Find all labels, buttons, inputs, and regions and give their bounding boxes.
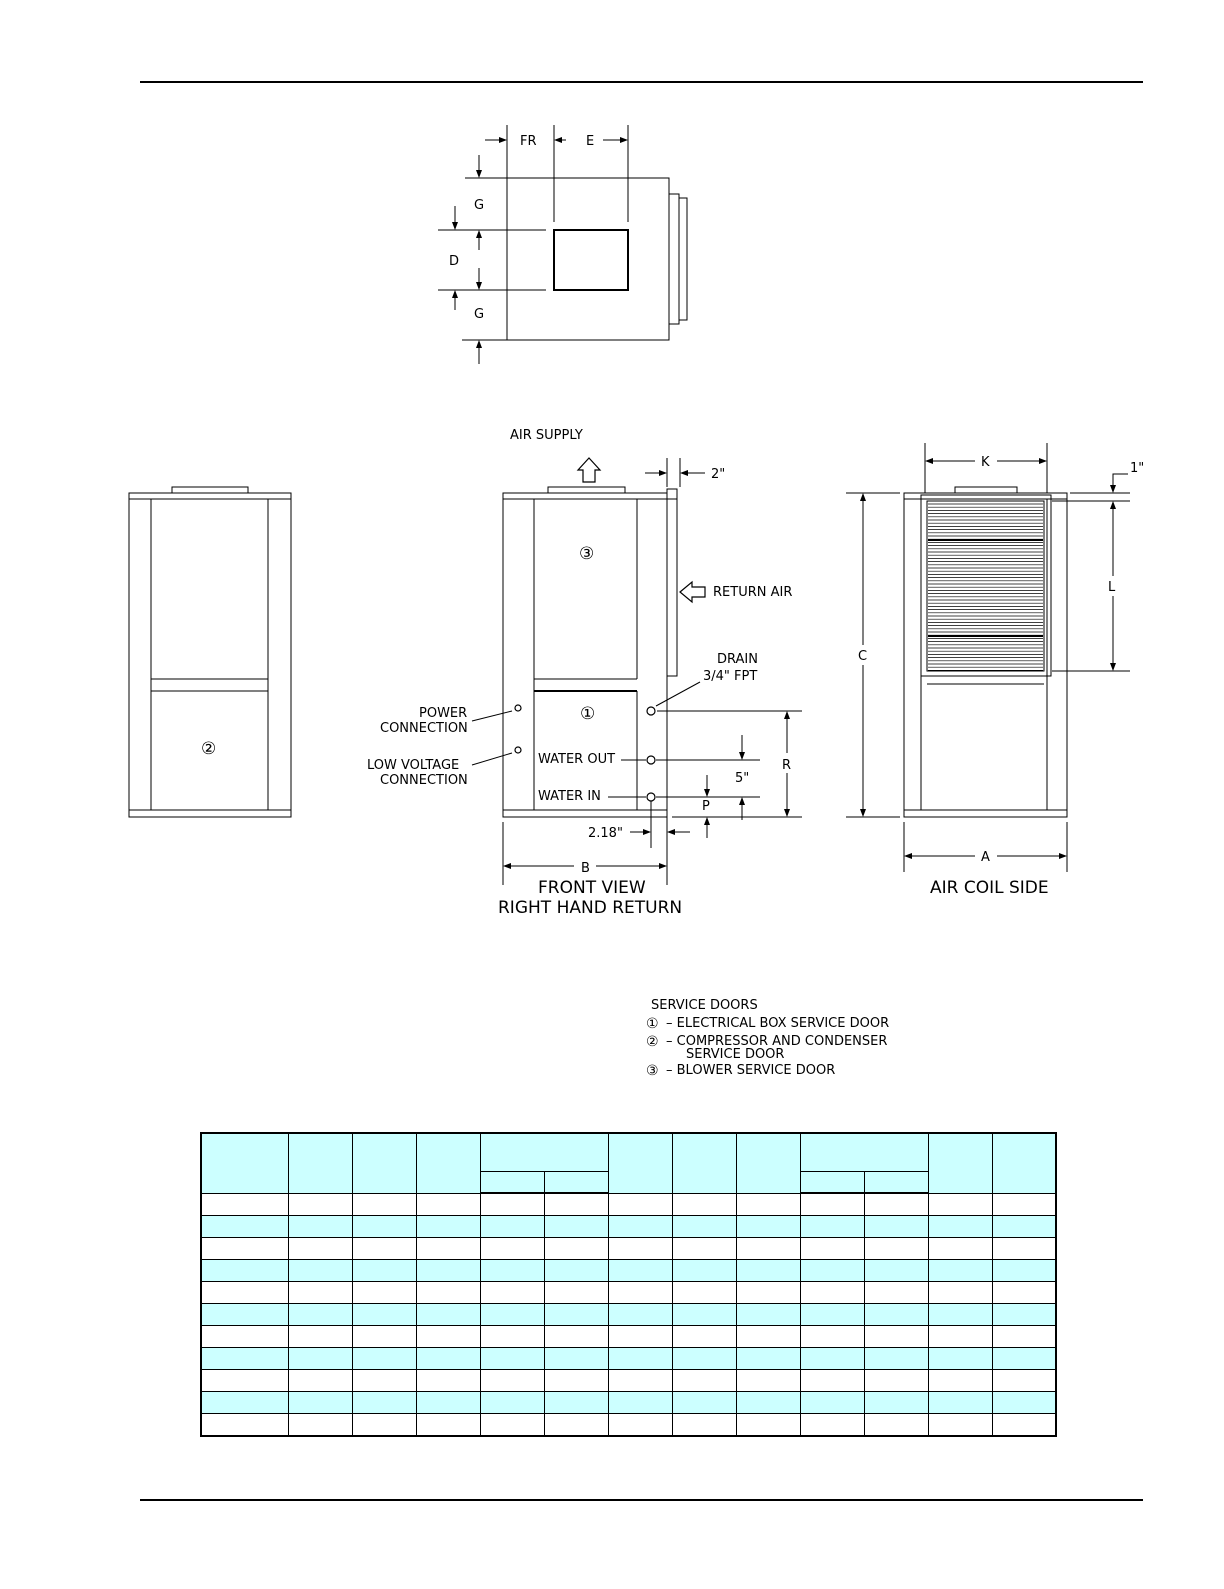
table-header-cell bbox=[201, 1133, 288, 1193]
table-row bbox=[201, 1414, 1056, 1437]
table-cell bbox=[352, 1260, 416, 1282]
table-cell bbox=[672, 1193, 736, 1216]
table-cell bbox=[608, 1260, 672, 1282]
door-1-marker: ① bbox=[580, 704, 596, 724]
table-header-cell bbox=[288, 1133, 352, 1193]
table-cell bbox=[480, 1282, 544, 1304]
table-cell bbox=[800, 1392, 864, 1414]
air-coil-title: AIR COIL SIDE bbox=[930, 878, 1049, 898]
table-cell bbox=[480, 1304, 544, 1326]
table-header-cell bbox=[608, 1133, 672, 1193]
table-cell bbox=[416, 1414, 480, 1437]
power-label-line1: POWER bbox=[419, 706, 468, 721]
table-cell bbox=[928, 1326, 992, 1348]
table-cell bbox=[864, 1304, 928, 1326]
dim-label-d: D bbox=[449, 254, 460, 269]
table-cell bbox=[480, 1238, 544, 1260]
table-cell bbox=[544, 1304, 608, 1326]
table-cell bbox=[201, 1392, 288, 1414]
table-cell bbox=[672, 1260, 736, 1282]
table-cell bbox=[800, 1238, 864, 1260]
table-cell bbox=[352, 1326, 416, 1348]
dim-label-5in: 5" bbox=[735, 771, 750, 786]
table-row bbox=[201, 1282, 1056, 1304]
legend-door-2-marker: ② bbox=[646, 1034, 659, 1050]
dim-label-1in: 1" bbox=[1130, 461, 1145, 476]
table-cell bbox=[288, 1326, 352, 1348]
water-out-label: WATER OUT bbox=[538, 752, 616, 767]
table-cell bbox=[352, 1193, 416, 1216]
table-cell bbox=[288, 1348, 352, 1370]
legend-door-1-marker: ① bbox=[646, 1016, 659, 1032]
table-cell bbox=[352, 1414, 416, 1437]
table-cell bbox=[480, 1348, 544, 1370]
water-out-connection bbox=[647, 756, 655, 764]
dim-label-g-bottom: G bbox=[474, 307, 485, 322]
table-row bbox=[201, 1238, 1056, 1260]
dim-label-2-18in: 2.18" bbox=[588, 826, 623, 841]
table-cell bbox=[544, 1414, 608, 1437]
dim-label-k: K bbox=[981, 455, 990, 470]
table-cell bbox=[544, 1260, 608, 1282]
table-cell bbox=[416, 1370, 480, 1392]
table-cell bbox=[544, 1348, 608, 1370]
table-cell bbox=[736, 1193, 800, 1216]
table-cell bbox=[736, 1370, 800, 1392]
legend-door-2-text-line1: – COMPRESSOR AND CONDENSER bbox=[666, 1034, 888, 1049]
table-cell bbox=[352, 1304, 416, 1326]
table-header-cell bbox=[736, 1133, 800, 1193]
table-row bbox=[201, 1370, 1056, 1392]
low-voltage-connection bbox=[515, 747, 521, 753]
side-view bbox=[129, 487, 291, 817]
table-cell bbox=[800, 1348, 864, 1370]
table-cell bbox=[672, 1282, 736, 1304]
table-cell bbox=[992, 1304, 1056, 1326]
front-view-title-line2: RIGHT HAND RETURN bbox=[498, 898, 683, 918]
table-header-row bbox=[201, 1133, 1056, 1172]
table-cell bbox=[288, 1370, 352, 1392]
table-cell bbox=[416, 1348, 480, 1370]
table-header-cell bbox=[416, 1133, 480, 1193]
table-cell bbox=[992, 1348, 1056, 1370]
table-subheader-cell bbox=[800, 1172, 864, 1194]
table-cell bbox=[672, 1238, 736, 1260]
table-cell bbox=[736, 1392, 800, 1414]
table-cell bbox=[288, 1216, 352, 1238]
table-cell bbox=[416, 1304, 480, 1326]
table-cell bbox=[480, 1216, 544, 1238]
air-supply-label: AIR SUPPLY bbox=[510, 428, 583, 443]
air-coil-fins bbox=[928, 504, 1043, 670]
table-cell bbox=[736, 1260, 800, 1282]
service-doors-heading: SERVICE DOORS bbox=[651, 998, 758, 1013]
table-row bbox=[201, 1260, 1056, 1282]
table-cell bbox=[416, 1260, 480, 1282]
front-view-title-line1: FRONT VIEW bbox=[538, 878, 646, 898]
front-view bbox=[367, 428, 802, 918]
table-cell bbox=[928, 1238, 992, 1260]
dimension-table bbox=[200, 1132, 1057, 1437]
table-cell bbox=[608, 1414, 672, 1437]
dim-label-b: B bbox=[581, 861, 590, 876]
table-cell bbox=[672, 1216, 736, 1238]
drain-label-line1: DRAIN bbox=[717, 652, 758, 667]
table-header-cell bbox=[672, 1133, 736, 1193]
table-cell bbox=[864, 1260, 928, 1282]
table-cell bbox=[800, 1193, 864, 1216]
air-supply-arrow-icon bbox=[578, 458, 600, 482]
table-header-cell bbox=[352, 1133, 416, 1193]
table-cell bbox=[736, 1326, 800, 1348]
table-cell bbox=[352, 1282, 416, 1304]
table-row bbox=[201, 1326, 1056, 1348]
low-voltage-label-line2: CONNECTION bbox=[380, 773, 468, 788]
table-cell bbox=[416, 1282, 480, 1304]
table-cell bbox=[480, 1370, 544, 1392]
table-row bbox=[201, 1392, 1056, 1414]
table-cell bbox=[864, 1282, 928, 1304]
table-cell bbox=[992, 1238, 1056, 1260]
table-cell bbox=[992, 1216, 1056, 1238]
return-air-label: RETURN AIR bbox=[713, 585, 793, 600]
table-cell bbox=[480, 1414, 544, 1437]
table-cell bbox=[352, 1392, 416, 1414]
dim-label-r: R bbox=[782, 758, 792, 773]
dim-label-e: E bbox=[586, 134, 595, 149]
table-cell bbox=[201, 1348, 288, 1370]
table-cell bbox=[544, 1216, 608, 1238]
table-cell bbox=[800, 1326, 864, 1348]
top-view bbox=[438, 125, 687, 364]
table-cell bbox=[608, 1216, 672, 1238]
table-cell bbox=[672, 1392, 736, 1414]
table-cell bbox=[416, 1216, 480, 1238]
table-cell bbox=[352, 1348, 416, 1370]
table-subheader-cell bbox=[480, 1172, 544, 1194]
table-cell bbox=[608, 1282, 672, 1304]
table-cell bbox=[201, 1260, 288, 1282]
table-cell bbox=[928, 1392, 992, 1414]
legend-door-1-text: – ELECTRICAL BOX SERVICE DOOR bbox=[666, 1016, 890, 1031]
table-cell bbox=[201, 1370, 288, 1392]
table-cell bbox=[928, 1370, 992, 1392]
table-cell bbox=[288, 1282, 352, 1304]
table-cell bbox=[864, 1348, 928, 1370]
table-cell bbox=[480, 1326, 544, 1348]
table-cell bbox=[736, 1414, 800, 1437]
table-cell bbox=[800, 1260, 864, 1282]
table-subheader-cell bbox=[864, 1172, 928, 1194]
table-cell bbox=[736, 1348, 800, 1370]
table-cell bbox=[544, 1193, 608, 1216]
table-cell bbox=[992, 1370, 1056, 1392]
table-cell bbox=[864, 1238, 928, 1260]
table-cell bbox=[201, 1414, 288, 1437]
table-cell bbox=[416, 1392, 480, 1414]
water-in-label: WATER IN bbox=[538, 789, 601, 804]
table-cell bbox=[928, 1282, 992, 1304]
power-label-line2: CONNECTION bbox=[380, 721, 468, 736]
service-doors-legend bbox=[646, 998, 889, 1079]
dim-label-2in: 2" bbox=[711, 467, 726, 482]
dim-label-l: L bbox=[1108, 580, 1116, 595]
table-cell bbox=[672, 1304, 736, 1326]
dim-label-p: P bbox=[702, 799, 710, 814]
table-cell bbox=[992, 1193, 1056, 1216]
table-cell bbox=[608, 1348, 672, 1370]
table-header-cell bbox=[928, 1133, 992, 1193]
table-cell bbox=[992, 1260, 1056, 1282]
table-cell bbox=[864, 1193, 928, 1216]
table-row bbox=[201, 1348, 1056, 1370]
table-cell bbox=[672, 1370, 736, 1392]
table-cell bbox=[928, 1348, 992, 1370]
table-cell bbox=[288, 1392, 352, 1414]
table-cell bbox=[544, 1326, 608, 1348]
table-cell bbox=[800, 1216, 864, 1238]
door-3-marker: ③ bbox=[579, 544, 595, 564]
table-cell bbox=[201, 1216, 288, 1238]
table-cell bbox=[544, 1392, 608, 1414]
table-cell bbox=[800, 1282, 864, 1304]
table-cell bbox=[992, 1326, 1056, 1348]
table-cell bbox=[672, 1326, 736, 1348]
table-cell bbox=[928, 1260, 992, 1282]
dim-label-a: A bbox=[981, 850, 990, 865]
table-cell bbox=[864, 1216, 928, 1238]
table-cell bbox=[608, 1370, 672, 1392]
table-cell bbox=[928, 1193, 992, 1216]
dim-label-fr: FR bbox=[520, 134, 537, 149]
table-cell bbox=[201, 1238, 288, 1260]
table-cell bbox=[608, 1304, 672, 1326]
table-cell bbox=[288, 1238, 352, 1260]
table-cell bbox=[288, 1193, 352, 1216]
power-connection bbox=[515, 705, 521, 711]
table-row bbox=[201, 1193, 1056, 1216]
table-cell bbox=[928, 1414, 992, 1437]
table-cell bbox=[864, 1414, 928, 1437]
table-row bbox=[201, 1304, 1056, 1326]
air-coil-frame bbox=[921, 495, 1051, 676]
table-cell bbox=[201, 1282, 288, 1304]
table-cell bbox=[288, 1304, 352, 1326]
table-cell bbox=[992, 1282, 1056, 1304]
legend-door-3-marker: ③ bbox=[646, 1063, 659, 1079]
return-air-arrow-icon bbox=[680, 582, 705, 602]
dim-label-c: C bbox=[858, 649, 868, 664]
table-cell bbox=[544, 1238, 608, 1260]
dim-label-g-top: G bbox=[474, 198, 485, 213]
table-cell bbox=[480, 1260, 544, 1282]
table-header-cell bbox=[992, 1133, 1056, 1193]
table-cell bbox=[928, 1304, 992, 1326]
table-cell bbox=[608, 1326, 672, 1348]
table-cell bbox=[416, 1326, 480, 1348]
table-cell bbox=[928, 1216, 992, 1238]
table-cell bbox=[800, 1304, 864, 1326]
table-cell bbox=[288, 1414, 352, 1437]
air-coil-view bbox=[846, 443, 1144, 898]
table-cell bbox=[352, 1216, 416, 1238]
low-voltage-label-line1: LOW VOLTAGE bbox=[367, 758, 460, 773]
legend-door-3-text: – BLOWER SERVICE DOOR bbox=[666, 1063, 836, 1078]
table-cell bbox=[672, 1348, 736, 1370]
table-cell bbox=[416, 1193, 480, 1216]
table-cell bbox=[608, 1193, 672, 1216]
table-cell bbox=[544, 1370, 608, 1392]
table-cell bbox=[864, 1326, 928, 1348]
table-cell bbox=[608, 1238, 672, 1260]
water-in-connection bbox=[647, 793, 655, 801]
table-cell bbox=[352, 1238, 416, 1260]
table-header-group-cell bbox=[800, 1133, 928, 1172]
table-cell bbox=[352, 1370, 416, 1392]
table-cell bbox=[201, 1193, 288, 1216]
table-cell bbox=[201, 1304, 288, 1326]
table-cell bbox=[672, 1414, 736, 1437]
table-cell bbox=[992, 1414, 1056, 1437]
table-cell bbox=[864, 1370, 928, 1392]
table-cell bbox=[288, 1260, 352, 1282]
drain-label-line2: 3/4" FPT bbox=[703, 669, 758, 684]
table-cell bbox=[544, 1282, 608, 1304]
table-subheader-cell bbox=[544, 1172, 608, 1194]
table-body bbox=[201, 1193, 1056, 1436]
table-cell bbox=[992, 1392, 1056, 1414]
table-cell bbox=[736, 1282, 800, 1304]
table-cell bbox=[608, 1392, 672, 1414]
table-cell bbox=[736, 1238, 800, 1260]
table-cell bbox=[736, 1304, 800, 1326]
table-cell bbox=[201, 1326, 288, 1348]
table-cell bbox=[800, 1414, 864, 1437]
table-cell bbox=[800, 1370, 864, 1392]
door-2-marker: ② bbox=[201, 739, 217, 759]
table-cell bbox=[480, 1193, 544, 1216]
table-header-group-cell bbox=[480, 1133, 608, 1172]
table-row bbox=[201, 1216, 1056, 1238]
top-view-opening bbox=[554, 230, 628, 290]
table-cell bbox=[736, 1216, 800, 1238]
drain-connection bbox=[647, 707, 655, 715]
legend-door-2-text-line2: SERVICE DOOR bbox=[686, 1047, 785, 1062]
table-cell bbox=[864, 1392, 928, 1414]
table-cell bbox=[416, 1238, 480, 1260]
table-cell bbox=[480, 1392, 544, 1414]
